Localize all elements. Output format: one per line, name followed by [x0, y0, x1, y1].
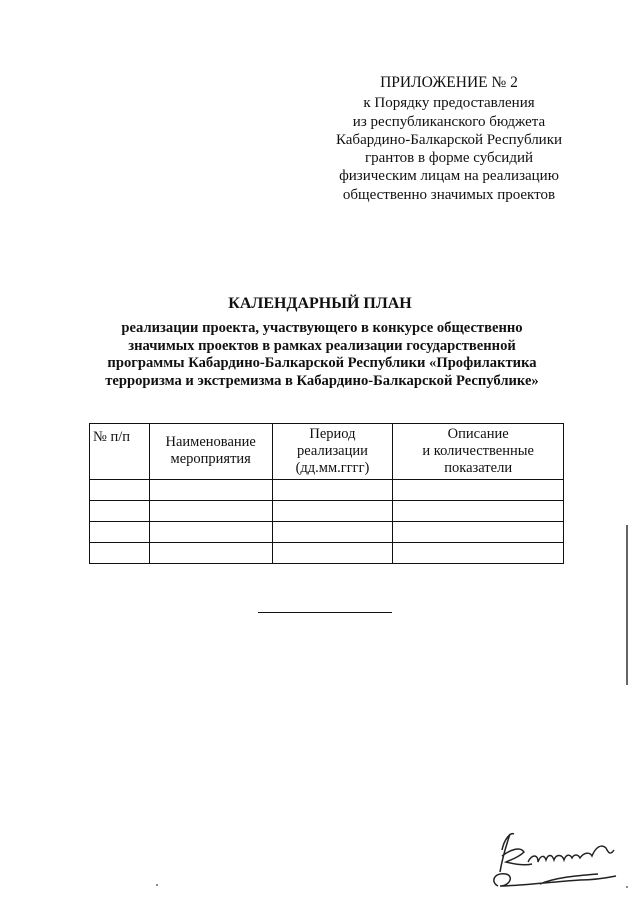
header-description-line: Описание — [447, 426, 509, 442]
plan-subtitle-line: значимых проектов в рамках реализации государственной — [128, 337, 516, 354]
appendix-line: Кабардино-Балкарской Республики — [335, 131, 563, 148]
appendix-line: к Порядку предоставления — [363, 95, 535, 112]
table-cell — [272, 543, 393, 564]
scan-edge-mark — [626, 525, 628, 685]
plan-title: КАЛЕНДАРНЫЙ ПЛАН — [228, 295, 412, 312]
table-cell — [272, 522, 393, 543]
plan-subtitle-line: программы Кабардино-Балкарской Республики «Профилактика — [107, 355, 537, 371]
handwritten-signature — [480, 820, 620, 895]
table-header-row — [90, 424, 564, 480]
scan-speck — [156, 884, 158, 886]
table-row — [90, 501, 564, 522]
appendix-line: общественно значимых проектов — [342, 186, 556, 203]
table-cell — [149, 480, 272, 501]
scan-speck — [626, 886, 628, 888]
plan-subtitle — [92, 320, 552, 390]
table-row — [90, 480, 564, 501]
appendix-line: грантов в форме субсидий — [364, 150, 534, 167]
table-cell — [149, 501, 272, 522]
header-event-name — [149, 424, 272, 480]
header-period-line: (дд.мм.гггг) — [295, 460, 370, 476]
table-row — [90, 522, 564, 543]
table-cell — [90, 543, 150, 564]
table-cell — [149, 522, 272, 543]
table-cell — [90, 480, 150, 501]
header-number — [90, 424, 150, 480]
table-cell — [90, 501, 150, 522]
table-cell — [90, 522, 150, 543]
end-divider — [258, 612, 392, 613]
header-period-line: реализации — [297, 443, 368, 459]
table-cell — [393, 480, 564, 501]
header-event-name-line: Наименование — [165, 434, 256, 450]
plan-subtitle-line: реализации проекта, участвующего в конкурсе общественно — [121, 320, 523, 336]
table-cell — [149, 543, 272, 564]
header-period-line: Период — [309, 426, 356, 442]
header-event-name-line: мероприятия — [170, 451, 251, 467]
header-description-line: и количественные — [422, 443, 534, 459]
header-period — [272, 424, 393, 480]
table-cell — [393, 522, 564, 543]
header-description-line: показатели — [444, 460, 513, 476]
header-number-text: № п/п — [93, 429, 131, 445]
appendix-title: ПРИЛОЖЕНИЕ № 2 — [380, 74, 518, 91]
table-cell — [393, 543, 564, 564]
table-cell — [272, 501, 393, 522]
table-row — [90, 543, 564, 564]
calendar-plan-table — [89, 423, 564, 564]
table-cell — [272, 480, 393, 501]
plan-subtitle-line: терроризма и экстремизма в Кабардино-Балкарской Республике» — [105, 372, 539, 389]
table-cell — [393, 501, 564, 522]
header-description — [393, 424, 564, 480]
appendix-line: из республиканского бюджета — [352, 113, 546, 130]
appendix-block — [318, 74, 580, 204]
appendix-line: физическим лицам на реализацию — [339, 168, 559, 185]
